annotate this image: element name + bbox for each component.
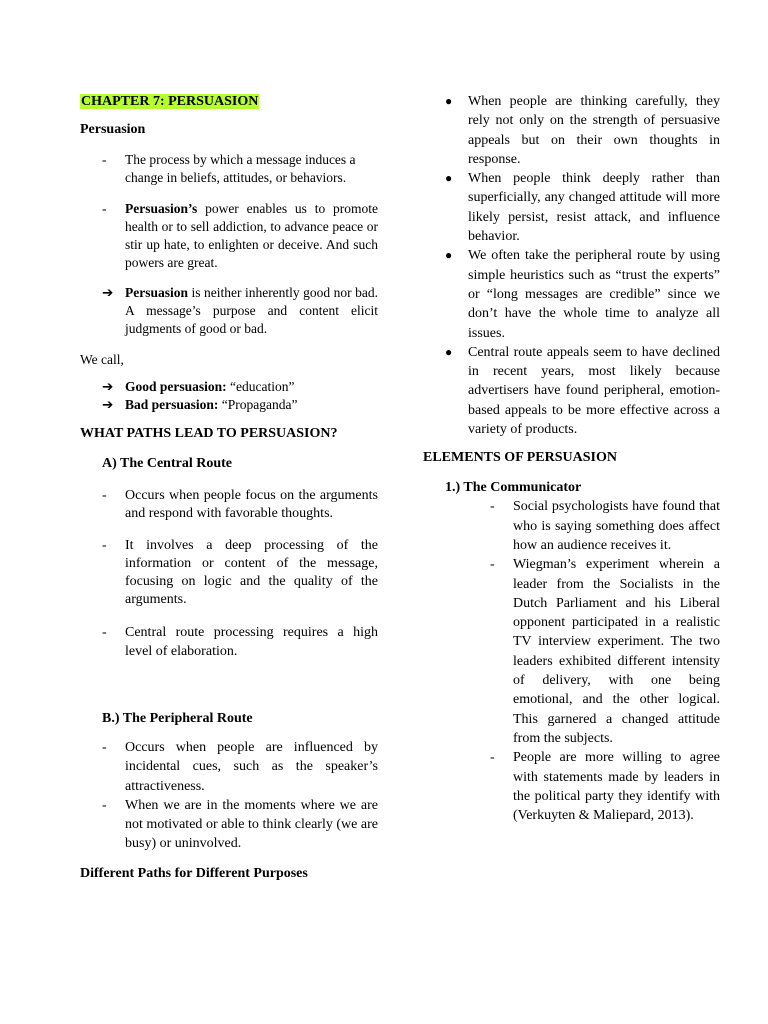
paths-heading: WHAT PATHS LEAD TO PERSUASION? [80,426,338,441]
bad-persuasion-item: ➔ Bad persuasion: “Propaganda” [80,396,378,414]
communicator-item: - Social psychologists have found that who is saying something does affect how an audience receives it. [423,497,720,555]
list-item: ● When people are thinking carefully, they rely not only on the strength of persuasive appeals but on their own thoughts in response. [423,92,720,169]
right-column [423,92,720,825]
dash-marker: - [490,499,495,515]
dash-marker: - [102,740,107,755]
central-route-item: - Occurs when people focus on the arguments and respond with favorable thoughts. [80,487,378,523]
central-route-item: - Central route processing requires a high level of elaboration. [80,623,378,661]
communicator-heading: 1.) The Communicator [445,480,582,496]
peripheral-route-item: - When we are in the moments where we are not motivated or able to think clearly (we are busy) or uninvolved. [80,796,378,854]
bullet-marker: ● [445,171,453,186]
dash-marker: - [490,557,495,573]
good-persuasion-item: ➔ Good persuasion: “education” [80,378,378,396]
list-item: ● Central route appeals seem to have declined in recent years, most likely because advertisers have found peripheral, emotion-based appeals to be more effective across a variety of products. [423,343,720,439]
definition-item [80,284,378,338]
peripheral-route-item: - Occurs when people are influenced by incidental cues, such as the speaker’s attractiveness. [80,738,378,796]
peripheral-route-heading: B.) The Peripheral Route [102,711,253,726]
definition-item [80,151,378,187]
list-item: ● When people think deeply rather than superficially, any changed attitude will more likely persist, resist attack, and influence behavior. [423,169,720,246]
definition-item [80,200,378,272]
communicator-item: - Wiegman’s experiment wherein a leader from the Socialists in the Dutch Parliament and his Liberal opponent participated in a realistic TV interview experiment. The two leaders exhibited different intensity of delivery, with one being emotional, and the other logical. This garnered a changed attitude from the subjects. [423,555,720,748]
bullet-marker: ● [445,94,453,108]
communicator-item: - People are more willing to agree with statements made by leaders in the political party they identify with (Verkuyten & Maliepard, 2013). [423,748,720,825]
persuasion-heading: Persuasion [80,122,146,137]
definition-text: Persuasion is neither inherently good nor bad. A message’s purpose and content elicit judgments of good or bad. [125,285,378,336]
definition-text: The process by which a message induces a change in beliefs, attitudes, or behaviors. [125,152,356,185]
different-paths-heading: Different Paths for Different Purposes [80,865,308,881]
dash-marker: - [102,152,107,167]
arrow-marker: ➔ [102,379,114,394]
central-route-item: - It involves a deep processing of the information or content of the message, focusing on logic and the quality of the arguments. [80,537,378,609]
list-item: ● We often take the peripheral route by using simple heuristics such as “trust the experts” or “long messages are credible” since we don’t have the whole time to analyze all issues. [423,246,720,342]
left-column [80,92,378,883]
central-route-heading: A) The Central Route [102,456,233,471]
dash-marker: - [102,625,107,640]
dash-marker: - [490,750,495,766]
arrow-marker: ➔ [102,285,114,300]
dash-marker: - [102,797,107,813]
bullet-marker: ● [445,248,453,263]
chapter-title: CHAPTER 7: PERSUASION [81,94,259,109]
we-call-text: We call, [80,352,124,367]
dash-marker: - [102,488,107,503]
bullet-marker: ● [445,344,453,359]
arrow-marker: ➔ [102,397,114,412]
definition-text: Persuasion’s power enables us to promote health or to sell addiction, to advance peace or stir up hate, to enlighten or deceive. And such powers are great. [125,201,378,270]
elements-heading: ELEMENTS OF PERSUASION [423,450,617,466]
dash-marker: - [102,538,107,553]
dash-marker: - [102,201,107,216]
